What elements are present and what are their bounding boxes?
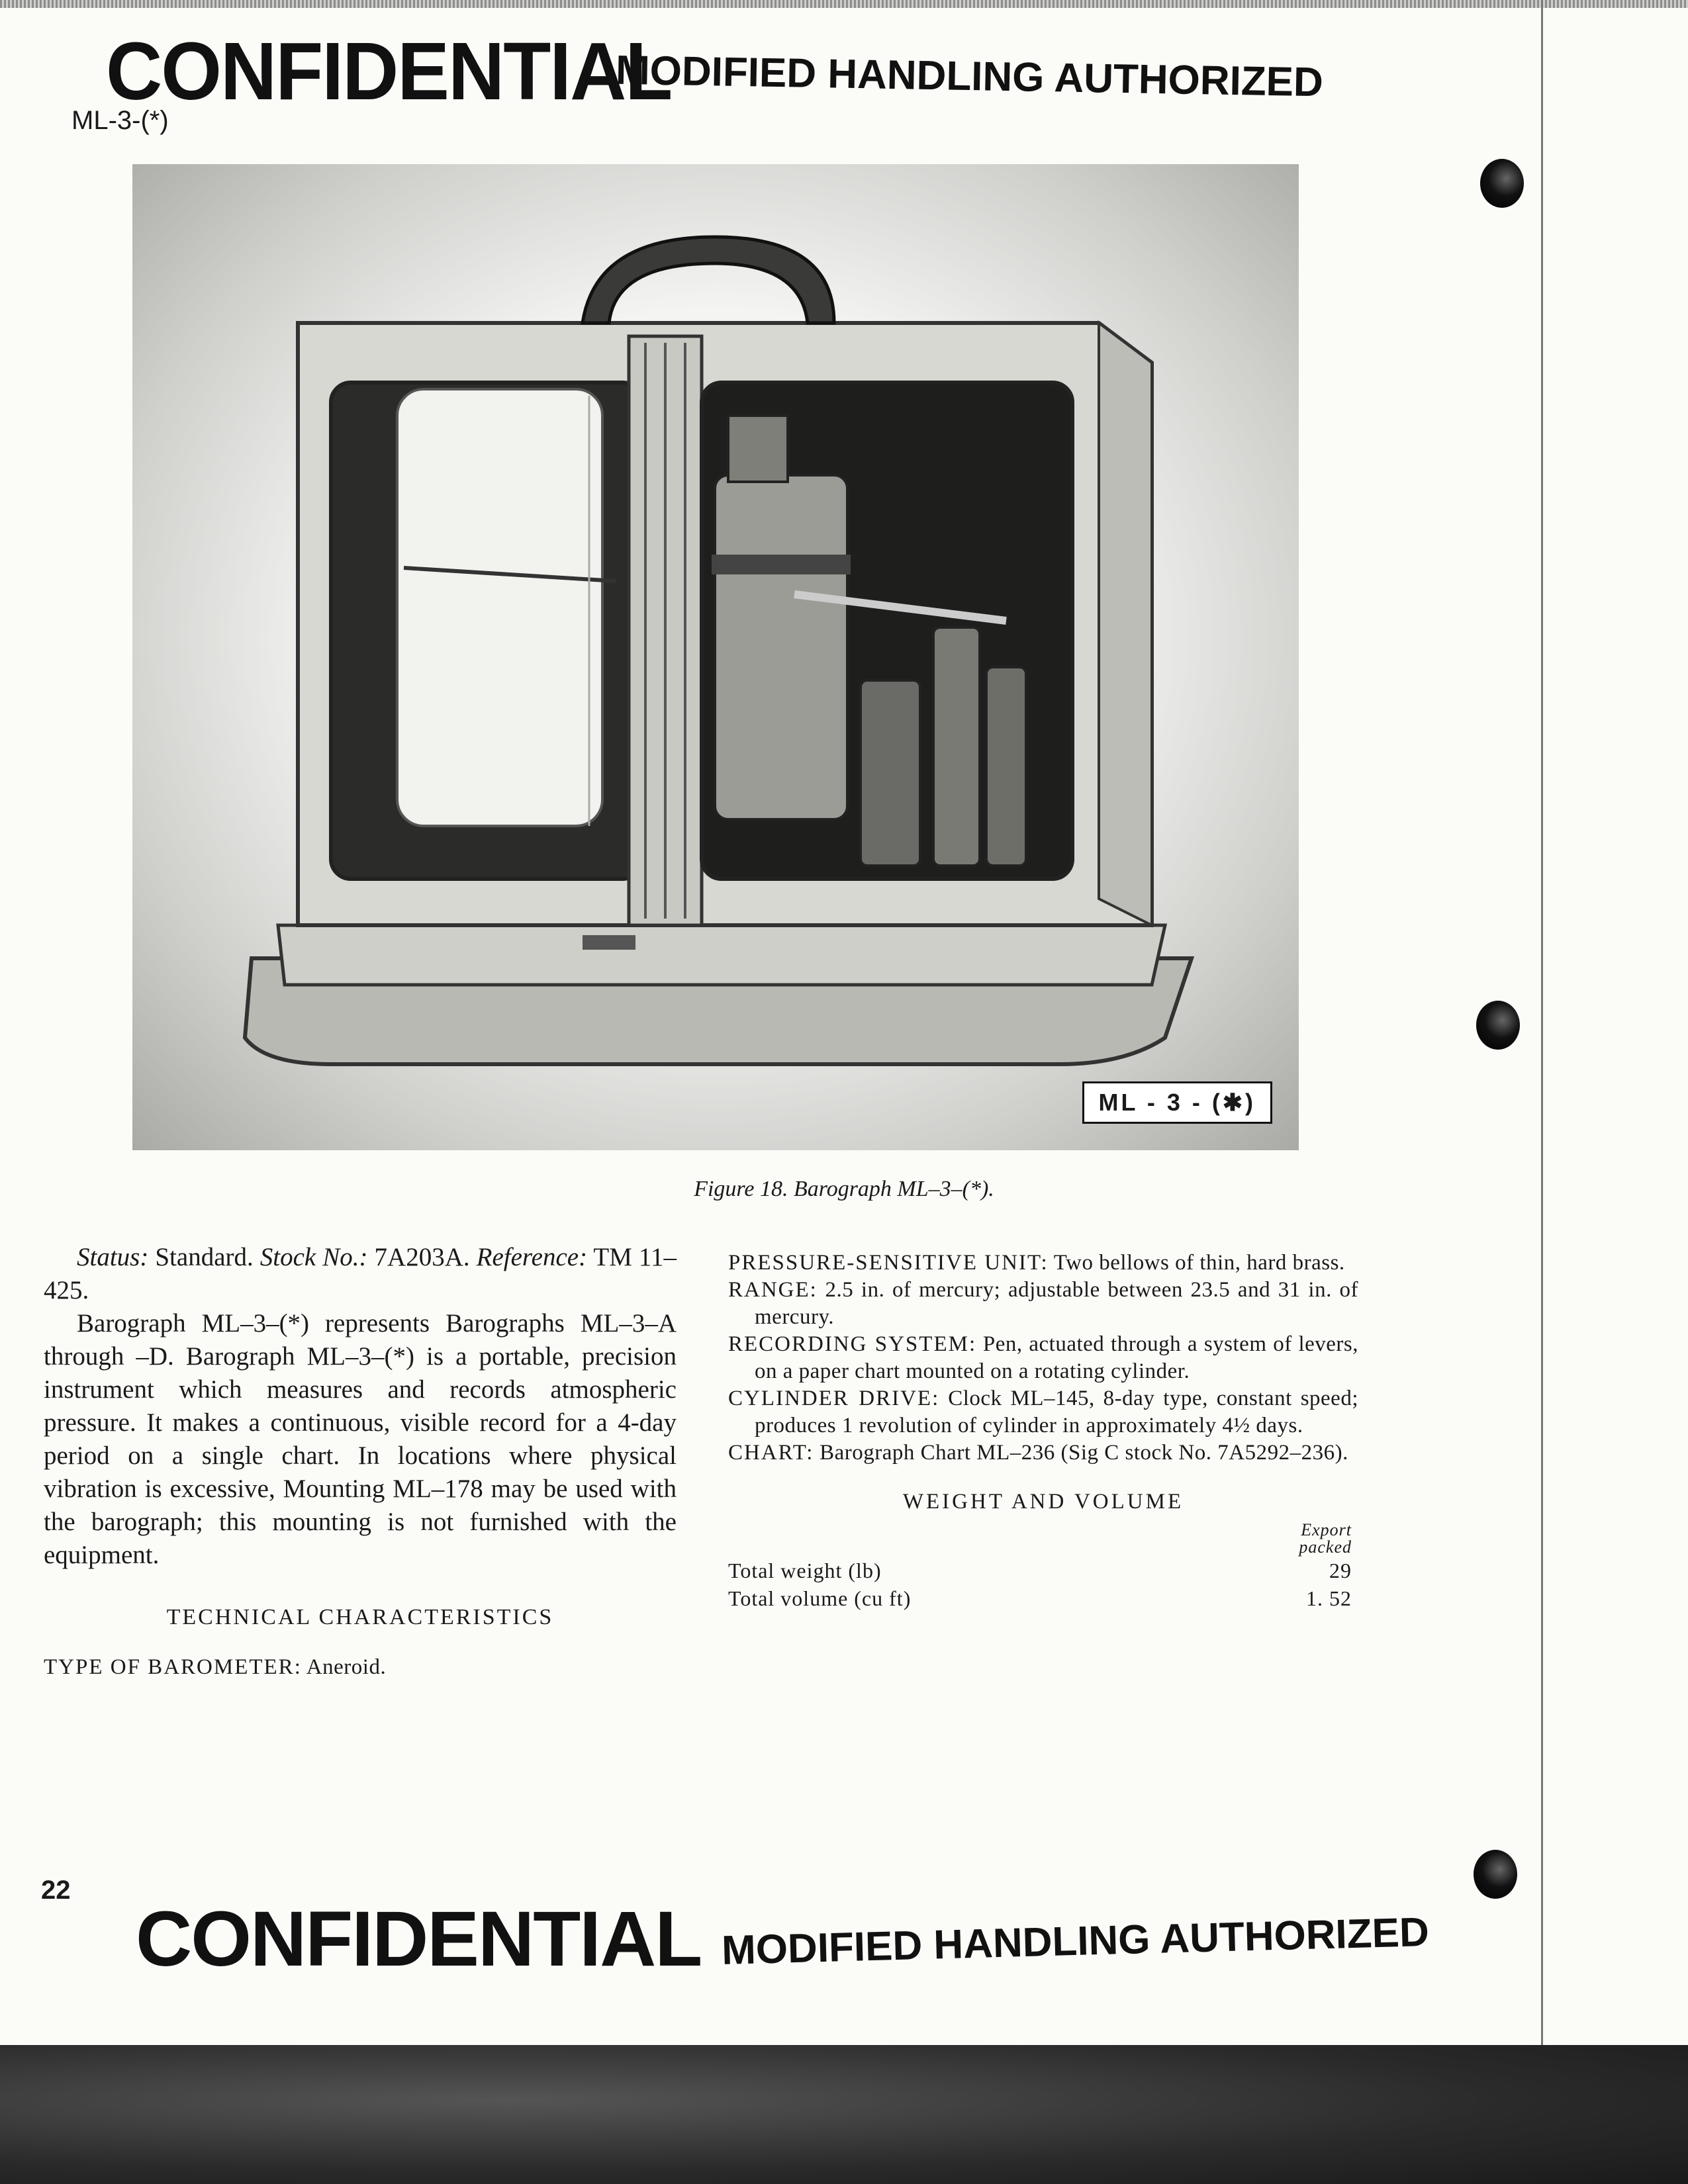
technical-characteristics-heading: TECHNICAL CHARACTERISTICS xyxy=(166,1605,554,1629)
page-number: 22 xyxy=(41,1876,71,1905)
page-edge-line xyxy=(1541,0,1543,2045)
spec-type-of-barometer: TYPE OF BAROMETER: Aneroid. xyxy=(44,1655,387,1679)
description-paragraph: Barograph ML–3–(*) represents Barographs ML–3–A through –D. Barograph ML–3–(*) is a portable, precision instrument which measures and records atmospheric pressure. It makes a continuous, visible record for a 4-day period on a single chart. In locations where physical vibration is excessive, Mounting ML–178 may be used with the barograph; this mounting is not furnished with the equipment. xyxy=(44,1309,677,1569)
weight-volume-table xyxy=(728,1521,1358,1612)
binder-hole xyxy=(1480,159,1524,208)
spec-pressure-sensitive-unit: PRESSURE-SENSITIVE UNIT: Two bellows of thin, hard brass. xyxy=(728,1251,1345,1275)
spec-cylinder-drive: CYLINDER DRIVE: Clock ML–145, 8-day type, constant speed; produces 1 revolution of cylinder in approximately 4½ days. xyxy=(728,1387,1358,1437)
scan-background-band xyxy=(0,2045,1688,2184)
row-value: 29 xyxy=(1329,1559,1352,1582)
table-header-row xyxy=(728,1521,1358,1557)
spec-chart: CHART: Barograph Chart ML–236 (Sig C stock No. 7A5292–236). xyxy=(728,1441,1348,1465)
left-column xyxy=(44,1241,677,1681)
figure-caption: Figure 18. Barograph ML–3–(*). xyxy=(694,1177,994,1201)
spec-recording-system: RECORDING SYSTEM: Pen, actuated through a system of levers, on a paper chart mounted on a rotating cylinder. xyxy=(728,1332,1359,1383)
modified-handling-stamp-bottom: MODIFIED HANDLING AUTHORIZED xyxy=(721,1909,1430,1974)
row-label: Total weight (lb) xyxy=(728,1559,882,1582)
row-value: 1. 52 xyxy=(1306,1586,1352,1610)
figure-plate-label: ML - 3 - (✱) xyxy=(1082,1081,1272,1124)
barograph-photo xyxy=(132,164,1299,1150)
weight-volume-heading: WEIGHT AND VOLUME xyxy=(902,1490,1184,1514)
document-id: ML-3-(*) xyxy=(71,106,169,135)
row-label: Total volume (cu ft) xyxy=(728,1586,912,1610)
status-line: Status: Standard. Stock No.: 7A203A. Reference: TM 11–425. xyxy=(44,1243,677,1304)
confidential-stamp-top: CONFIDENTIAL xyxy=(106,25,672,118)
table-row xyxy=(728,1584,1358,1612)
binder-hole xyxy=(1474,1850,1517,1899)
right-column xyxy=(728,1250,1358,1612)
modified-handling-stamp-top: MODIFIED HANDLING AUTHORIZED xyxy=(615,47,1324,106)
confidential-stamp-bottom: CONFIDENTIAL xyxy=(136,1895,702,1983)
binder-hole xyxy=(1476,1001,1520,1050)
column-header: Export packed xyxy=(1299,1520,1352,1557)
table-row xyxy=(728,1557,1358,1584)
scan-edge xyxy=(0,0,1688,8)
barograph-illustration xyxy=(132,164,1299,1150)
spec-range: RANGE: 2.5 in. of mercury; adjustable between 23.5 and 31 in. of mercury. xyxy=(728,1278,1358,1329)
